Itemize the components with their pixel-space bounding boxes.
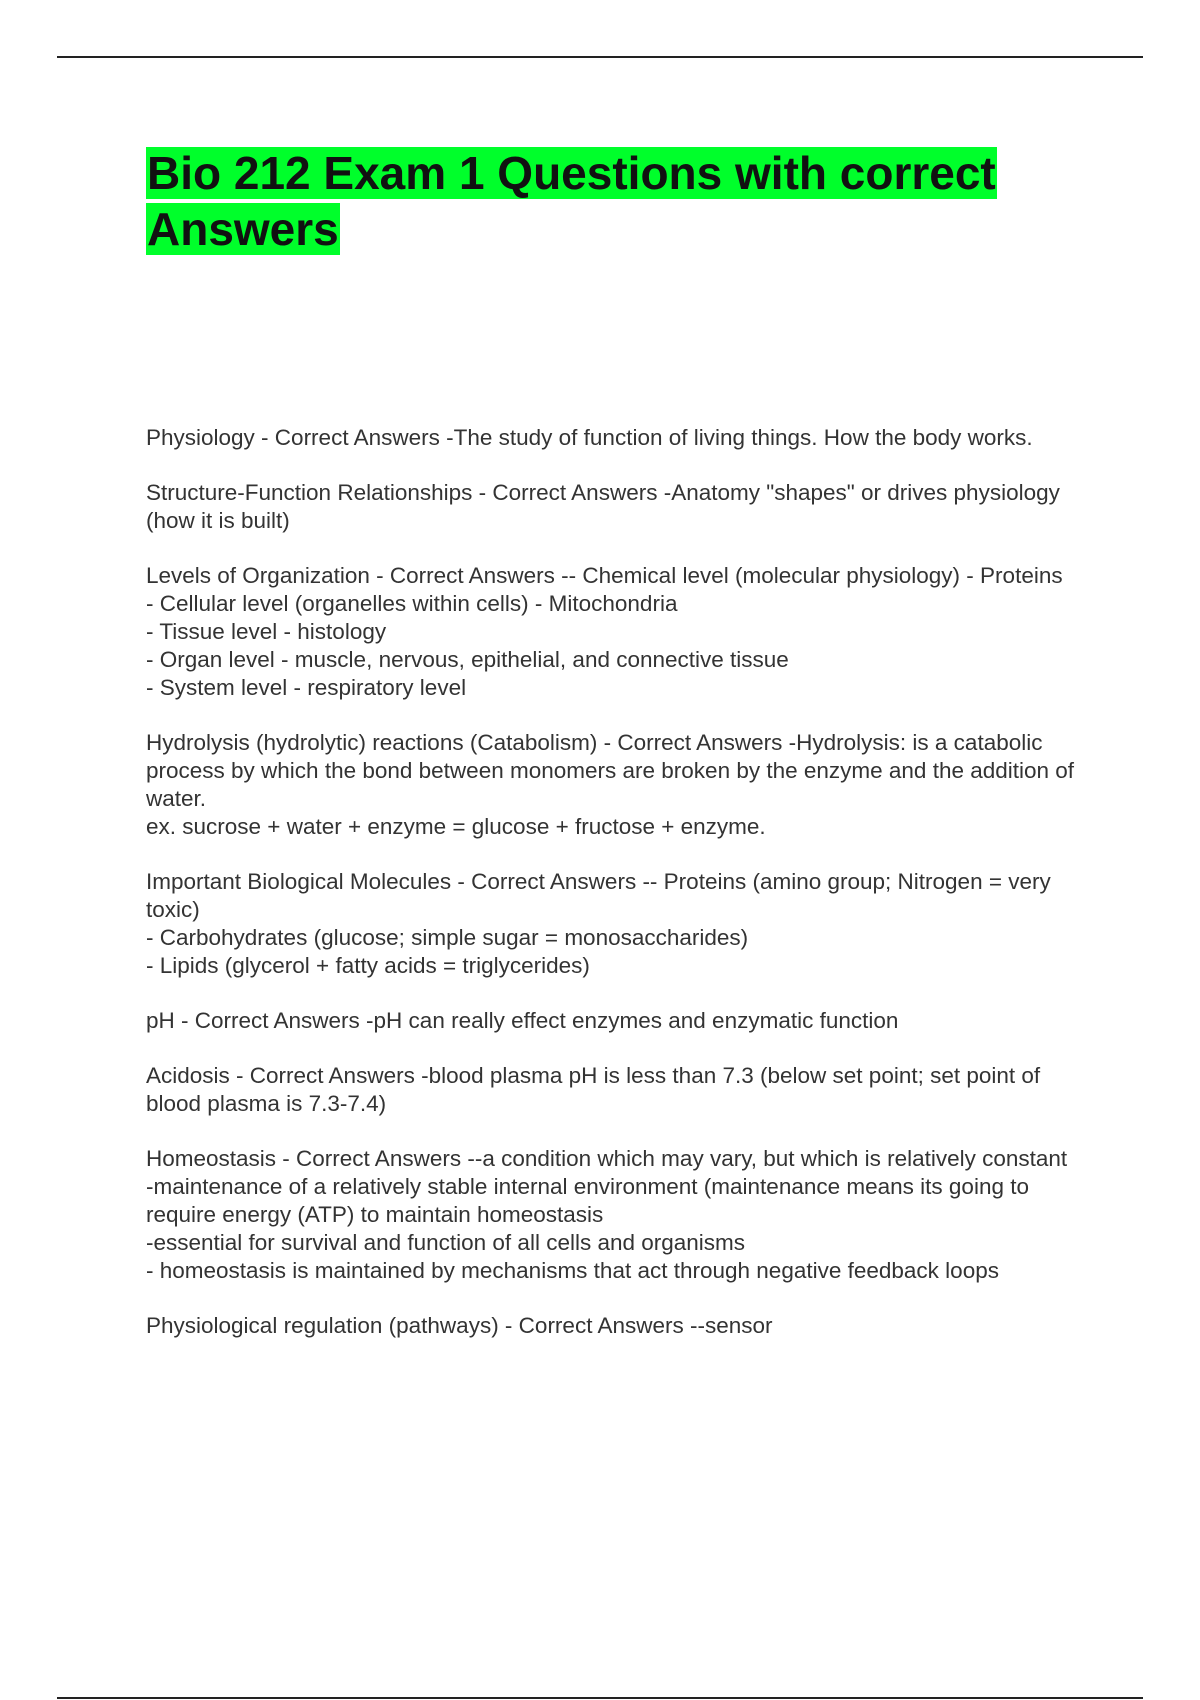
entry-line: Physiological regulation (pathways) - Correct Answers --sensor (146, 1313, 773, 1338)
entry-ph (146, 1007, 1096, 1035)
entry-line: Homeostasis - Correct Answers --a condition which may vary, but which is relatively constant (146, 1146, 1068, 1171)
document-title (146, 145, 1066, 257)
entry-line: - Lipids (glycerol + fatty acids = triglycerides) (146, 953, 590, 978)
entry-physiology (146, 424, 1096, 452)
entry-structure-function (146, 479, 1096, 535)
entry-line: -maintenance of a relatively stable internal environment (maintenance means its going to require energy (ATP) to maintain homeostasis (146, 1174, 1029, 1227)
entry-line: Physiology - Correct Answers -The study of function of living things. How the body works. (146, 425, 1033, 450)
entry-line: - Tissue level - histology (146, 619, 387, 644)
bottom-rule (57, 1697, 1143, 1699)
entry-line: ex. sucrose + water + enzyme = glucose + fructose + enzyme. (146, 814, 766, 839)
entry-physiological-regulation (146, 1312, 1096, 1340)
entry-biological-molecules (146, 868, 1096, 980)
title-highlight: Bio 212 Exam 1 Questions with correct Answers (147, 147, 996, 255)
entry-acidosis (146, 1062, 1096, 1118)
entry-line: Important Biological Molecules - Correct Answers -- Proteins (amino group; Nitrogen = very toxic) (146, 869, 1051, 922)
entry-hydrolysis (146, 729, 1096, 841)
entry-line: -essential for survival and function of all cells and organisms (146, 1230, 746, 1255)
entry-line: Structure-Function Relationships - Correct Answers -Anatomy "shapes" or drives physiology (how it is built) (146, 480, 1060, 533)
entry-line: Levels of Organization - Correct Answers -- Chemical level (molecular physiology) - Proteins (146, 563, 1063, 588)
top-rule (57, 56, 1143, 58)
entry-line: - System level - respiratory level (146, 675, 467, 700)
entry-line: - Cellular level (organelles within cells) - Mitochondria (146, 591, 678, 616)
entry-line: Hydrolysis (hydrolytic) reactions (Catabolism) - Correct Answers -Hydrolysis: is a catabolic process by which the bond between monomers are broken by the enzyme and the addition of water. (146, 730, 1075, 811)
entry-line: - Carbohydrates (glucose; simple sugar = monosaccharides) (146, 925, 749, 950)
entry-line: pH - Correct Answers -pH can really effect enzymes and enzymatic function (146, 1008, 899, 1033)
entry-line: Acidosis - Correct Answers -blood plasma pH is less than 7.3 (below set point; set point of blood plasma is 7.3-7.4) (146, 1063, 1041, 1116)
entry-levels-of-organization (146, 562, 1096, 702)
entry-line: - Organ level - muscle, nervous, epithelial, and connective tissue (146, 647, 789, 672)
document-body (146, 424, 1096, 1367)
entry-line: - homeostasis is maintained by mechanisms that act through negative feedback loops (146, 1258, 999, 1283)
entry-homeostasis (146, 1145, 1096, 1285)
